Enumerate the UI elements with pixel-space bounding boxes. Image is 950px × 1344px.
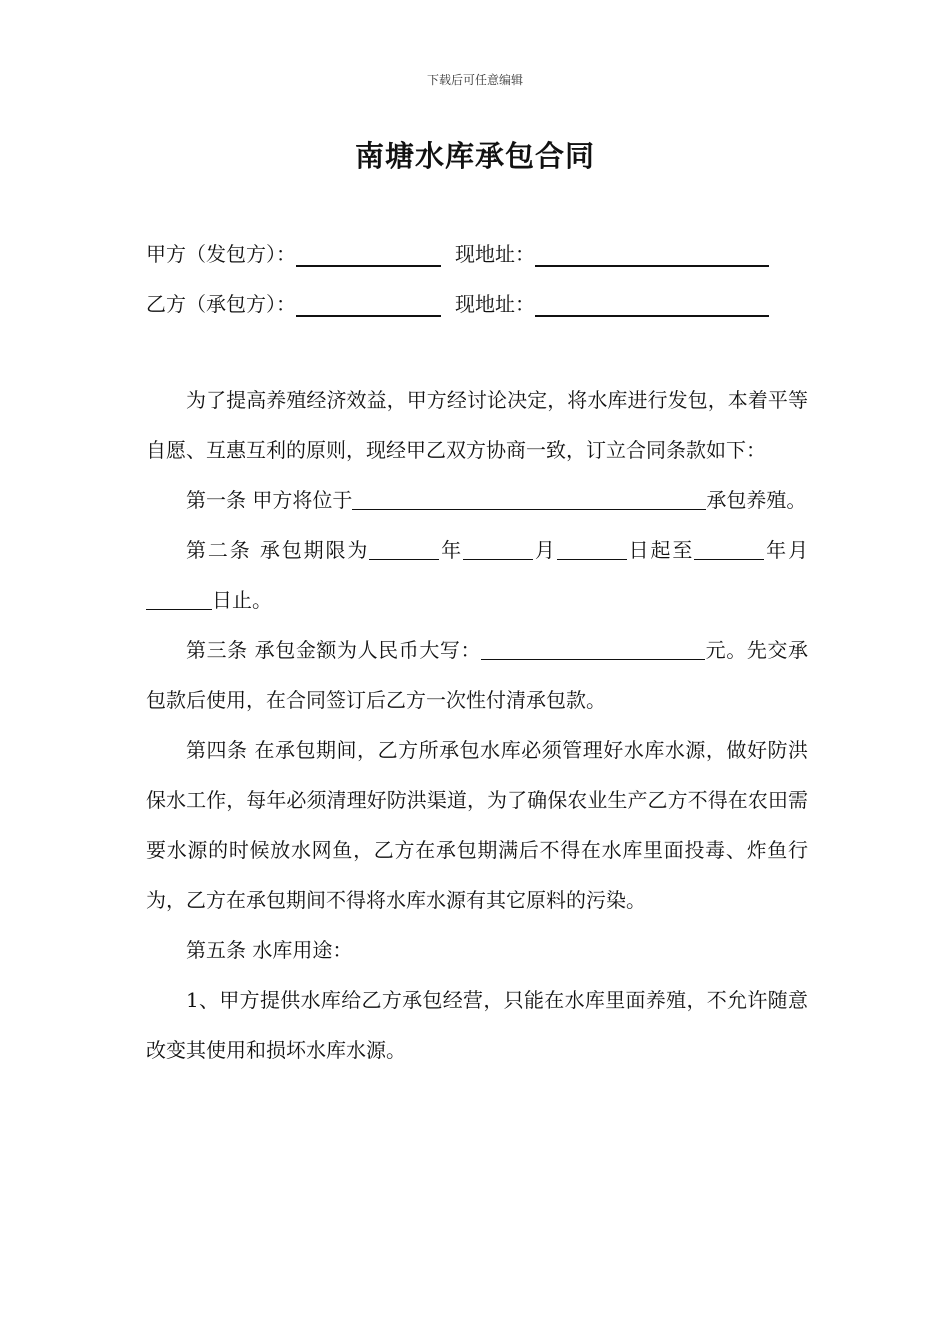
- article-1-text-b: 承包养殖。: [706, 488, 807, 512]
- article-4: 第四条 在承包期间，乙方所承包水库必须管理好水库水源，做好防洪保水工作，每年必须清理好防洪渠道，为了确保农业生产乙方不得在农田需要水源的时候放水网鱼，乙方在承包期满后不得在水库里面投毒、炸鱼行为，乙方在承包期间不得将水库水源有其它原料的污染。: [146, 738, 808, 912]
- party-b-line: [146, 288, 769, 317]
- party-b-address-label: 现地址：: [455, 292, 535, 316]
- article-1-text-a: 第一条 甲方将位于: [186, 488, 353, 512]
- amount-blank: [481, 629, 705, 660]
- party-a-address-blank: [535, 243, 769, 267]
- intro-paragraph: 为了提高养殖经济效益，甲方经讨论决定，将水库进行发包，本着平等自愿、互惠互利的原则，现经甲乙双方协商一致，订立合同条款如下：: [146, 388, 808, 462]
- party-b-address-blank: [535, 293, 769, 317]
- article-3-text-b: 元。先交承包款后使用，在合同签订后乙方一次性付清承包款。: [146, 638, 809, 712]
- article-2: [146, 525, 808, 625]
- start-year-blank: [369, 529, 439, 560]
- start-day-blank: [557, 529, 627, 560]
- article-3-text-a: 第三条 承包金额为人民币大写：: [186, 638, 482, 662]
- article-1: [146, 475, 808, 525]
- party-a-name-blank: [296, 243, 441, 267]
- article-2-text-a: 第二条 承包期限为: [186, 538, 370, 562]
- month-label-2: 月: [788, 538, 809, 562]
- article-3: [146, 625, 808, 725]
- location-blank: [352, 479, 706, 510]
- year-label-1: 年: [439, 538, 464, 562]
- party-a-line: [146, 238, 769, 267]
- contract-body: [146, 375, 808, 1075]
- party-b-name-blank: [296, 293, 441, 317]
- article-5: 第五条 水库用途：: [186, 938, 353, 962]
- article-2-end: 日止。: [212, 588, 272, 612]
- page-title: 南塘水库承包合同: [354, 139, 595, 173]
- month-label-1: 月: [533, 538, 557, 562]
- party-a-label: 甲方（发包方）：: [146, 242, 296, 266]
- article-5-item-1: 1、甲方提供水库给乙方承包经营，只能在水库里面养殖，不允许随意改变其使用和损坏水库水源。: [146, 988, 808, 1062]
- party-a-address-label: 现地址：: [455, 242, 535, 266]
- party-b-label: 乙方（承包方）：: [146, 292, 296, 316]
- header-note: 下载后可任意编辑: [426, 73, 523, 87]
- end-year-blank: [694, 529, 764, 560]
- start-month-blank: [463, 529, 533, 560]
- day-label-1: 日起至: [626, 538, 695, 562]
- year-label-2: 年: [764, 538, 789, 562]
- end-day-blank: [146, 579, 212, 610]
